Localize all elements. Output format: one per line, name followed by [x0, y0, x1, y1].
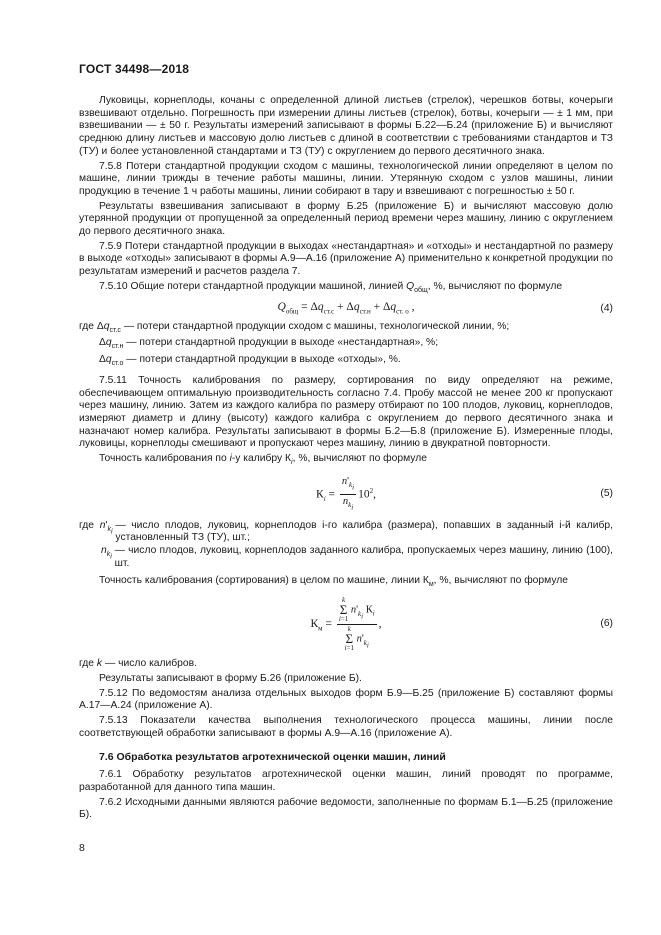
paragraph-7-5-12: 7.5.12 По ведомостям анализа отдельных выходов форм Б.9—Б.25 (приложение Б) составляют формы А.17—А.24 (приложение А).: [79, 687, 613, 712]
page-number: 8: [79, 842, 85, 854]
paragraph-7-6-2: 7.6.2 Исходными данными являются рабочие ведомости, заполненные по формам Б.1—Б.25 (приложение Б).: [79, 796, 613, 821]
paragraph: Результаты взвешивания записывают в форму Б.25 (приложение Б) и вычисляют массовую долю утерянной продукции от пропущенной за определенный период времени через машину, линию с округлением до первого десятичного знака.: [79, 200, 613, 238]
page-content: [79, 95, 613, 824]
paragraph: Точность калибрования по i-у калибру $К_i$, %, вычисляют по формуле: [99, 453, 427, 467]
formula-6: [79, 597, 613, 652]
paragraph-7-5-8: 7.5.8 Потери стандартной продукции сходом с машины, технологической линии определяют в целом по машине, линии трижды в течение работы машины, линии. Утерянную сходом с узлов машины, линии продукцию в течение 1 ч работы машины, линии собирают в тару и взвешивают с погрешностью ± 50 г.: [79, 160, 613, 197]
where-item: $n_{k_i}$ — число плодов, луковиц, корнеплодов заданного калибра, пропускаемых через машину, линию (100), шт.: [101, 545, 613, 569]
formula-5-expression: $К_i$ = $\frac{n'_{k_i}}{n_{k_i}}$ $10^2$,: [316, 475, 376, 512]
formula-4-expression: $Q_{общ} = \Delta q_{ст.с} + \Delta q_{ст.н} + \Delta q_{ст. о}$ ,: [277, 300, 415, 315]
paragraph: Луковицы, корнеплоды, кочаны с определенной длиной листьев (стрелок), черешков ботвы, кочерыги взвешивают отдельно. Погрешность при измерении длины листьев (стрелок), ботвы, кочерыги — ± 1 мм, при взвешивании — ± 50 г. Результаты измерений записывают в формы Б.22—Б.24 (приложение Б) и вычисляют среднюю длину листьев и массовую долю листьев с длиной в соответствии с требованиями стандартов и ТЗ (ТУ) и более установленной стандартами и ТЗ (ТУ) с округлением до первого десятичного знака.: [79, 95, 613, 157]
where-item: где $\Delta q_{ст.с}$ — потери стандартной продукции сходом с машины, технологической линии, %;: [79, 320, 510, 334]
paragraph: где k — число калибров.: [79, 658, 197, 670]
formula-4: [79, 301, 613, 318]
paragraph-7-5-9: 7.5.9 Потери стандартной продукции в выходах «нестандартная» и «отходы» и нестандартной по размеру в выходе «отходы» записывают в формы А.9—А.16 (приложение А) применительно к конкретной продукции по результатам измерений и расчетов раздела 7.: [79, 240, 613, 278]
formula-6-expression: $К_м$ = k Σ i=1 $n'_{k_i}$ $К_i$ k Σ i=1 $n'_{k_i}$ ,: [310, 596, 382, 653]
document-header: ГОСТ 34498—2018: [79, 62, 190, 76]
paragraph-7-6-1: 7.6.1 Обработку результатов агротехнической оценки машин, линий проводят по программе, разработанной для данного типа машин.: [79, 769, 613, 793]
where-item: $\Delta q_{ст.н}$ — потери стандартной продукции в выходе «нестандартная», %;: [99, 337, 439, 351]
formula-number: (5): [600, 488, 613, 500]
formula-number: (6): [600, 618, 613, 630]
where-item: $\Delta q_{ст.о}$ — потери стандартной продукции в выходе «отходы», %.: [99, 354, 401, 368]
paragraph: Точность калибрования (сортирования) в целом по машине, линии $К_м$, %, вычисляют по формуле: [99, 574, 568, 588]
paragraph: Результаты записывают в форму Б.26 (приложение Б).: [99, 673, 362, 685]
section-heading-7-6: 7.6 Обработка результатов агротехнической оценки машин, линий: [99, 750, 446, 763]
where-item: где $n'_{k_i}$ — число плодов, луковиц, корнеплодов i-го калибра (размера), попавших в заданный i-й калибр, установленный ТЗ (ТУ), шт.;: [79, 519, 613, 544]
paragraph-7-5-10: 7.5.10 Общие потери стандартной продукции машиной, линией $Q_{общ}$, %, вычисляют по формуле: [99, 280, 563, 294]
paragraph-7-5-11: 7.5.11 Точность калибрования по размеру, сортирования по виду определяют на режиме, обеспечивающем оптимальную производительность согласно 7.4. Пробу массой не менее 200 кг пропускают через машину, линию. Затем из каждого калибра по размеру отбирают по 100 плодов, луковиц, корнеплодов, измеряют диаметр и длину (высоту) каждого калибра с округлением до первого десятичного знака и назначают номер калибра. Результаты записывают в формы Б.2—Б.8 (приложение Б). Измеренные плоды, луковицы, корнеплоды смешивают и пропускают через машину, линию в двукратной повторности.: [79, 374, 613, 450]
formula-5: [79, 476, 613, 514]
formula-number: (4): [600, 302, 613, 314]
paragraph-7-5-13: 7.5.13 Показатели качества выполнения технологического процесса машины, линии после соответствующей обработки записывают в формы А.9—А.16 (приложение А).: [79, 715, 613, 739]
